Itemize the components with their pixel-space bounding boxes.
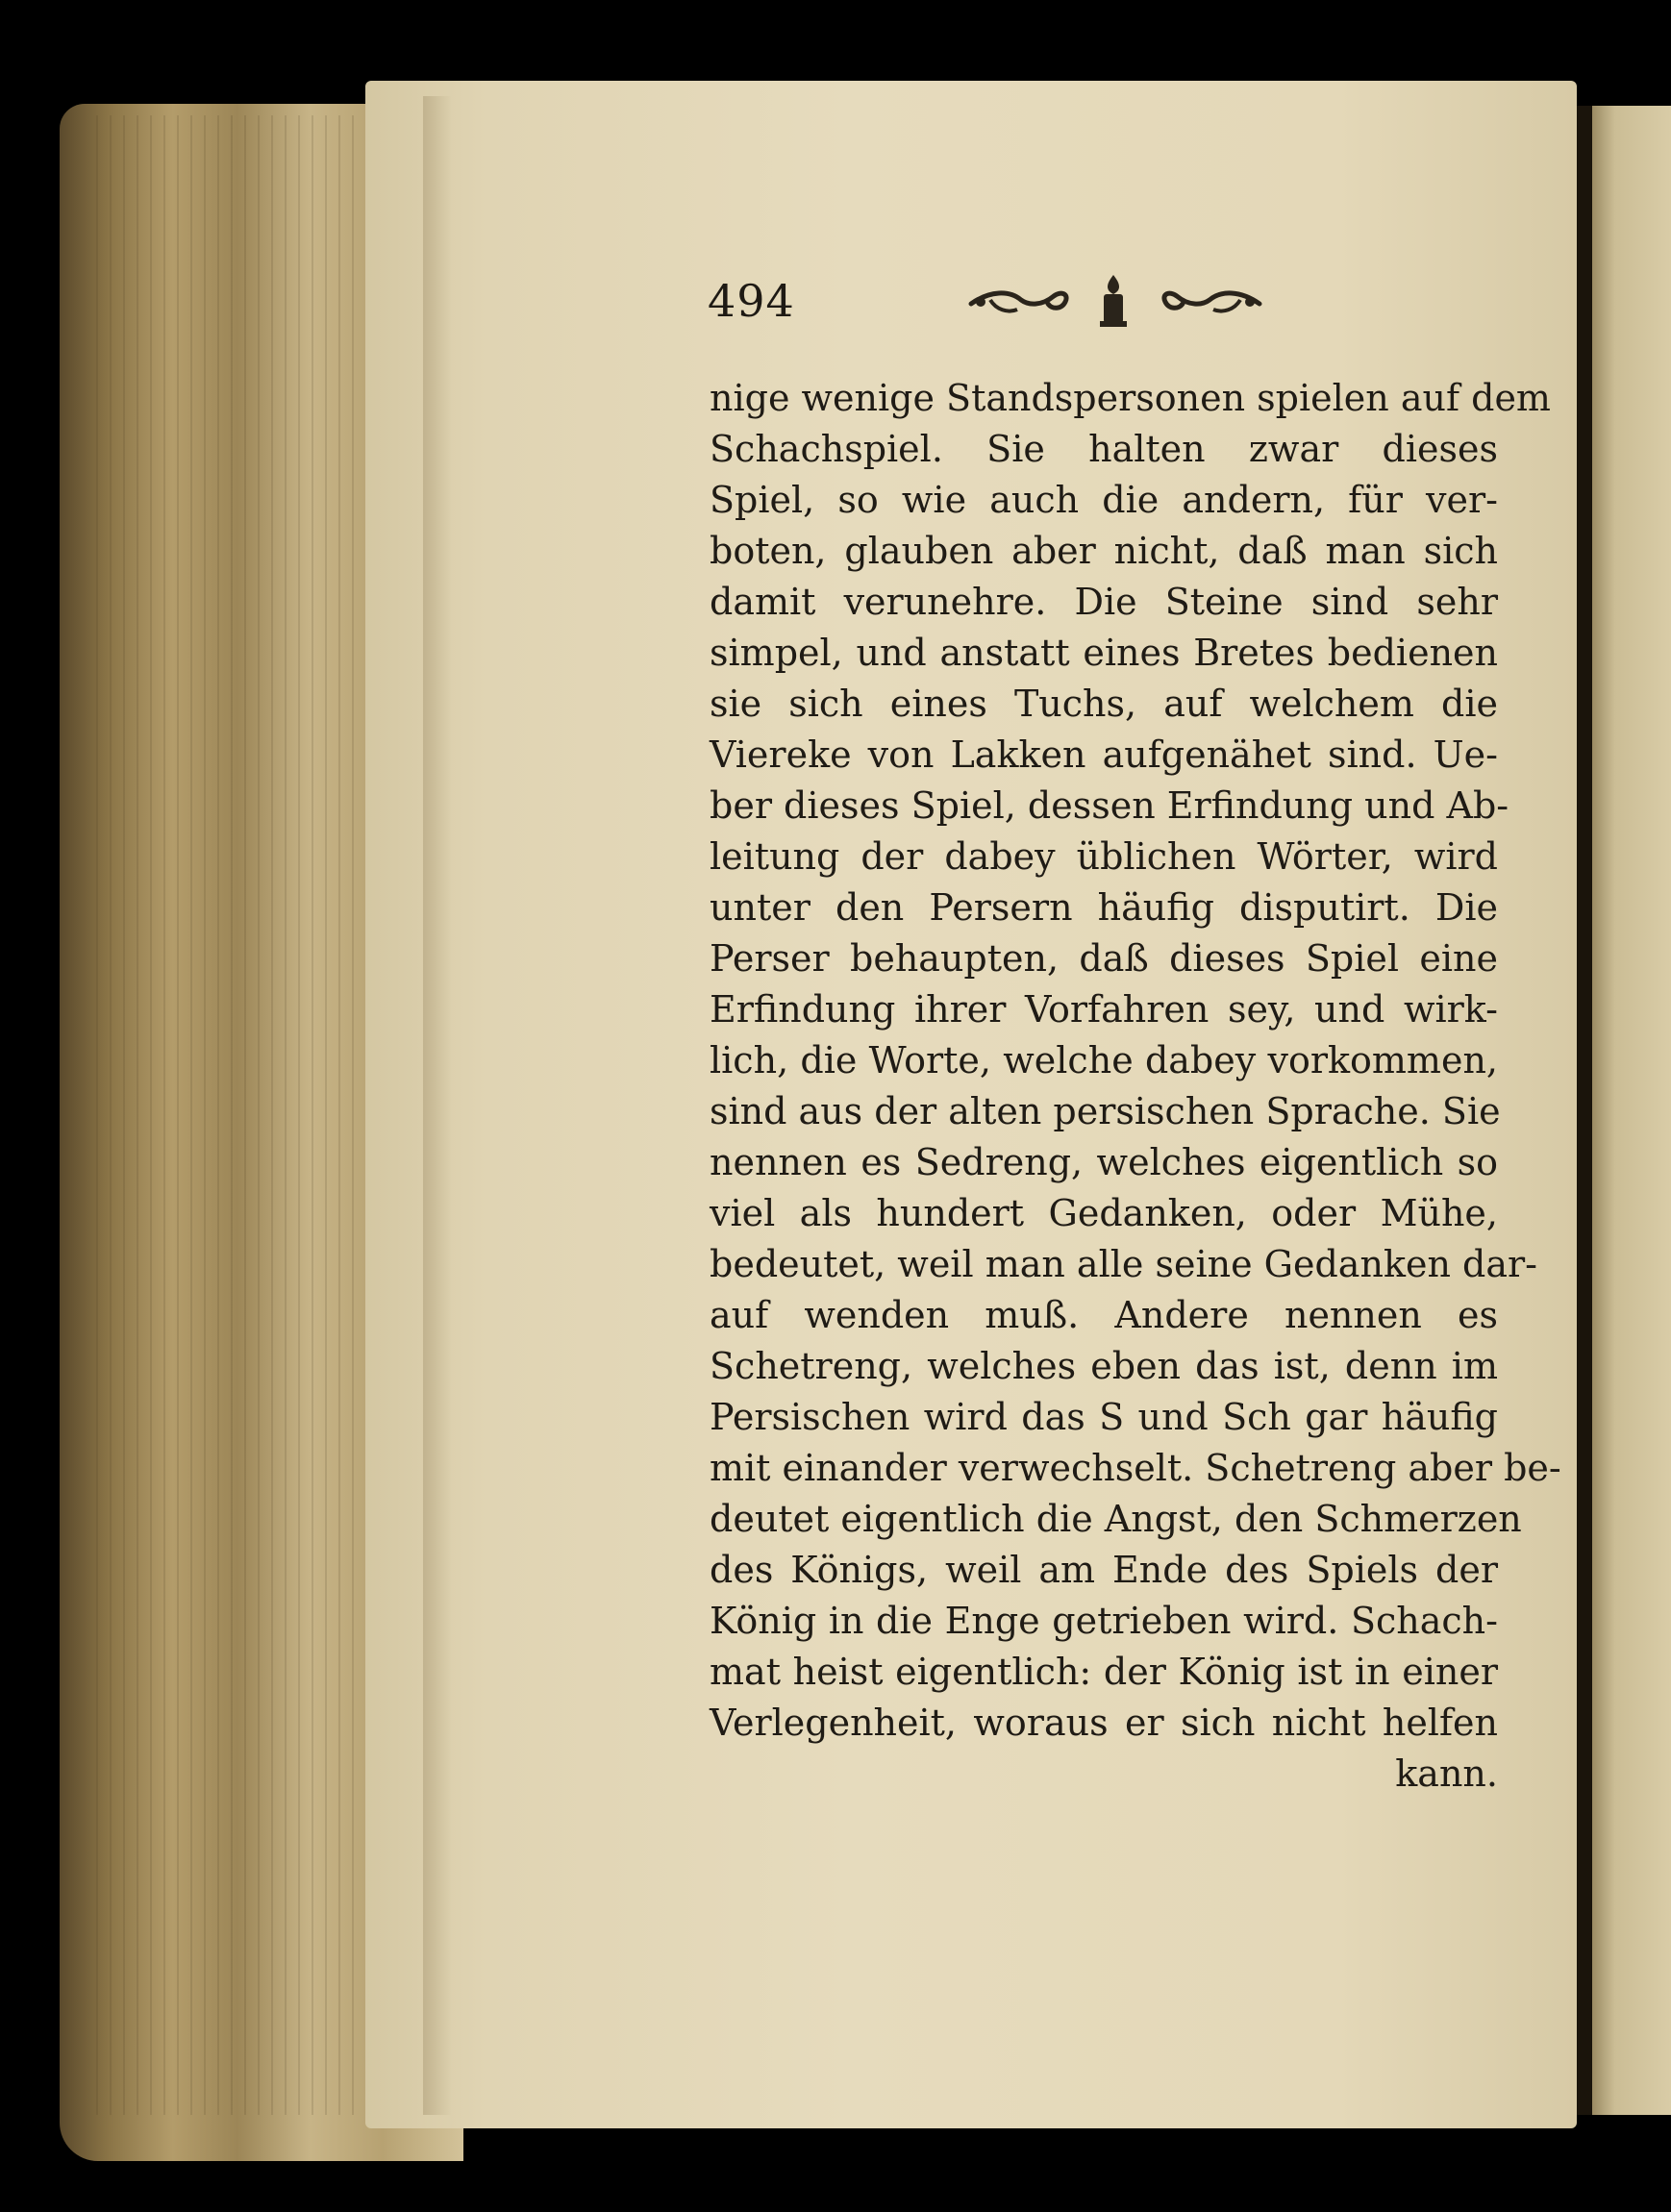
text-line: Schachspiel. Sie halten zwar dieses <box>710 428 1498 470</box>
text-line: Persischen wird das S und Sch gar häufig <box>710 1396 1498 1438</box>
text-line: lich, die Worte, welche dabey vorkommen, <box>710 1039 1498 1081</box>
text-line: viel als hundert Gedanken, oder Mühe, <box>710 1192 1498 1234</box>
text-line: sie sich eines Tuchs, auf welchem die <box>710 683 1498 725</box>
facing-page-edge <box>1584 106 1671 2115</box>
text-line: Schetreng, welches eben das ist, denn im <box>710 1345 1498 1387</box>
text-line-final: kann. <box>1395 1752 1498 1795</box>
text-line: König in die Enge getrieben wird. Schach- <box>710 1600 1498 1642</box>
text-line: Verlegenheit, woraus er sich nicht helfen <box>710 1702 1498 1744</box>
text-line: unter den Persern häufig disputirt. Die <box>710 886 1498 929</box>
text-line: des Königs, weil am Ende des Spiels der <box>710 1549 1498 1591</box>
text-line: deutet eigentlich die Angst, den Schmerzen <box>710 1498 1522 1540</box>
text-line: leitung der dabey üblichen Wörter, wird <box>710 835 1498 878</box>
text-line: damit verunehre. Die Steine sind sehr <box>710 581 1498 623</box>
text-line: auf wenden muß. Andere nennen es <box>710 1294 1498 1336</box>
text-line: Spiel, so wie auch die andern, für ver- <box>710 479 1498 521</box>
text-line: mit einander verwechselt. Schetreng aber be- <box>710 1447 1561 1489</box>
text-line: Erfindung ihrer Vorfahren sey, und wirk- <box>710 988 1498 1031</box>
page-edge-shadow <box>423 96 452 2115</box>
text-line: sind aus der alten persischen Sprache. Sie <box>710 1090 1501 1132</box>
page-number: 494 <box>708 275 795 327</box>
text-line: nige wenige Standspersonen spielen auf dem <box>710 377 1551 419</box>
text-line: Viereke von Lakken aufgenähet sind. Ue- <box>710 733 1498 776</box>
text-line: boten, glauben aber nicht, daß man sich <box>710 530 1498 572</box>
ornament-icon <box>961 271 1269 329</box>
text-line: ber dieses Spiel, dessen Erfindung und Ab- <box>710 784 1509 827</box>
text-line: Perser behaupten, daß dieses Spiel eine <box>710 937 1498 980</box>
text-line: bedeutet, weil man alle seine Gedanken dar- <box>710 1243 1537 1285</box>
text-line: nennen es Sedreng, welches eigentlich so <box>710 1141 1498 1183</box>
text-line: simpel, und anstatt eines Bretes bedienen <box>710 632 1498 674</box>
text-line: mat heist eigentlich: der König ist in einer <box>710 1651 1498 1693</box>
body-text <box>710 373 1561 1800</box>
